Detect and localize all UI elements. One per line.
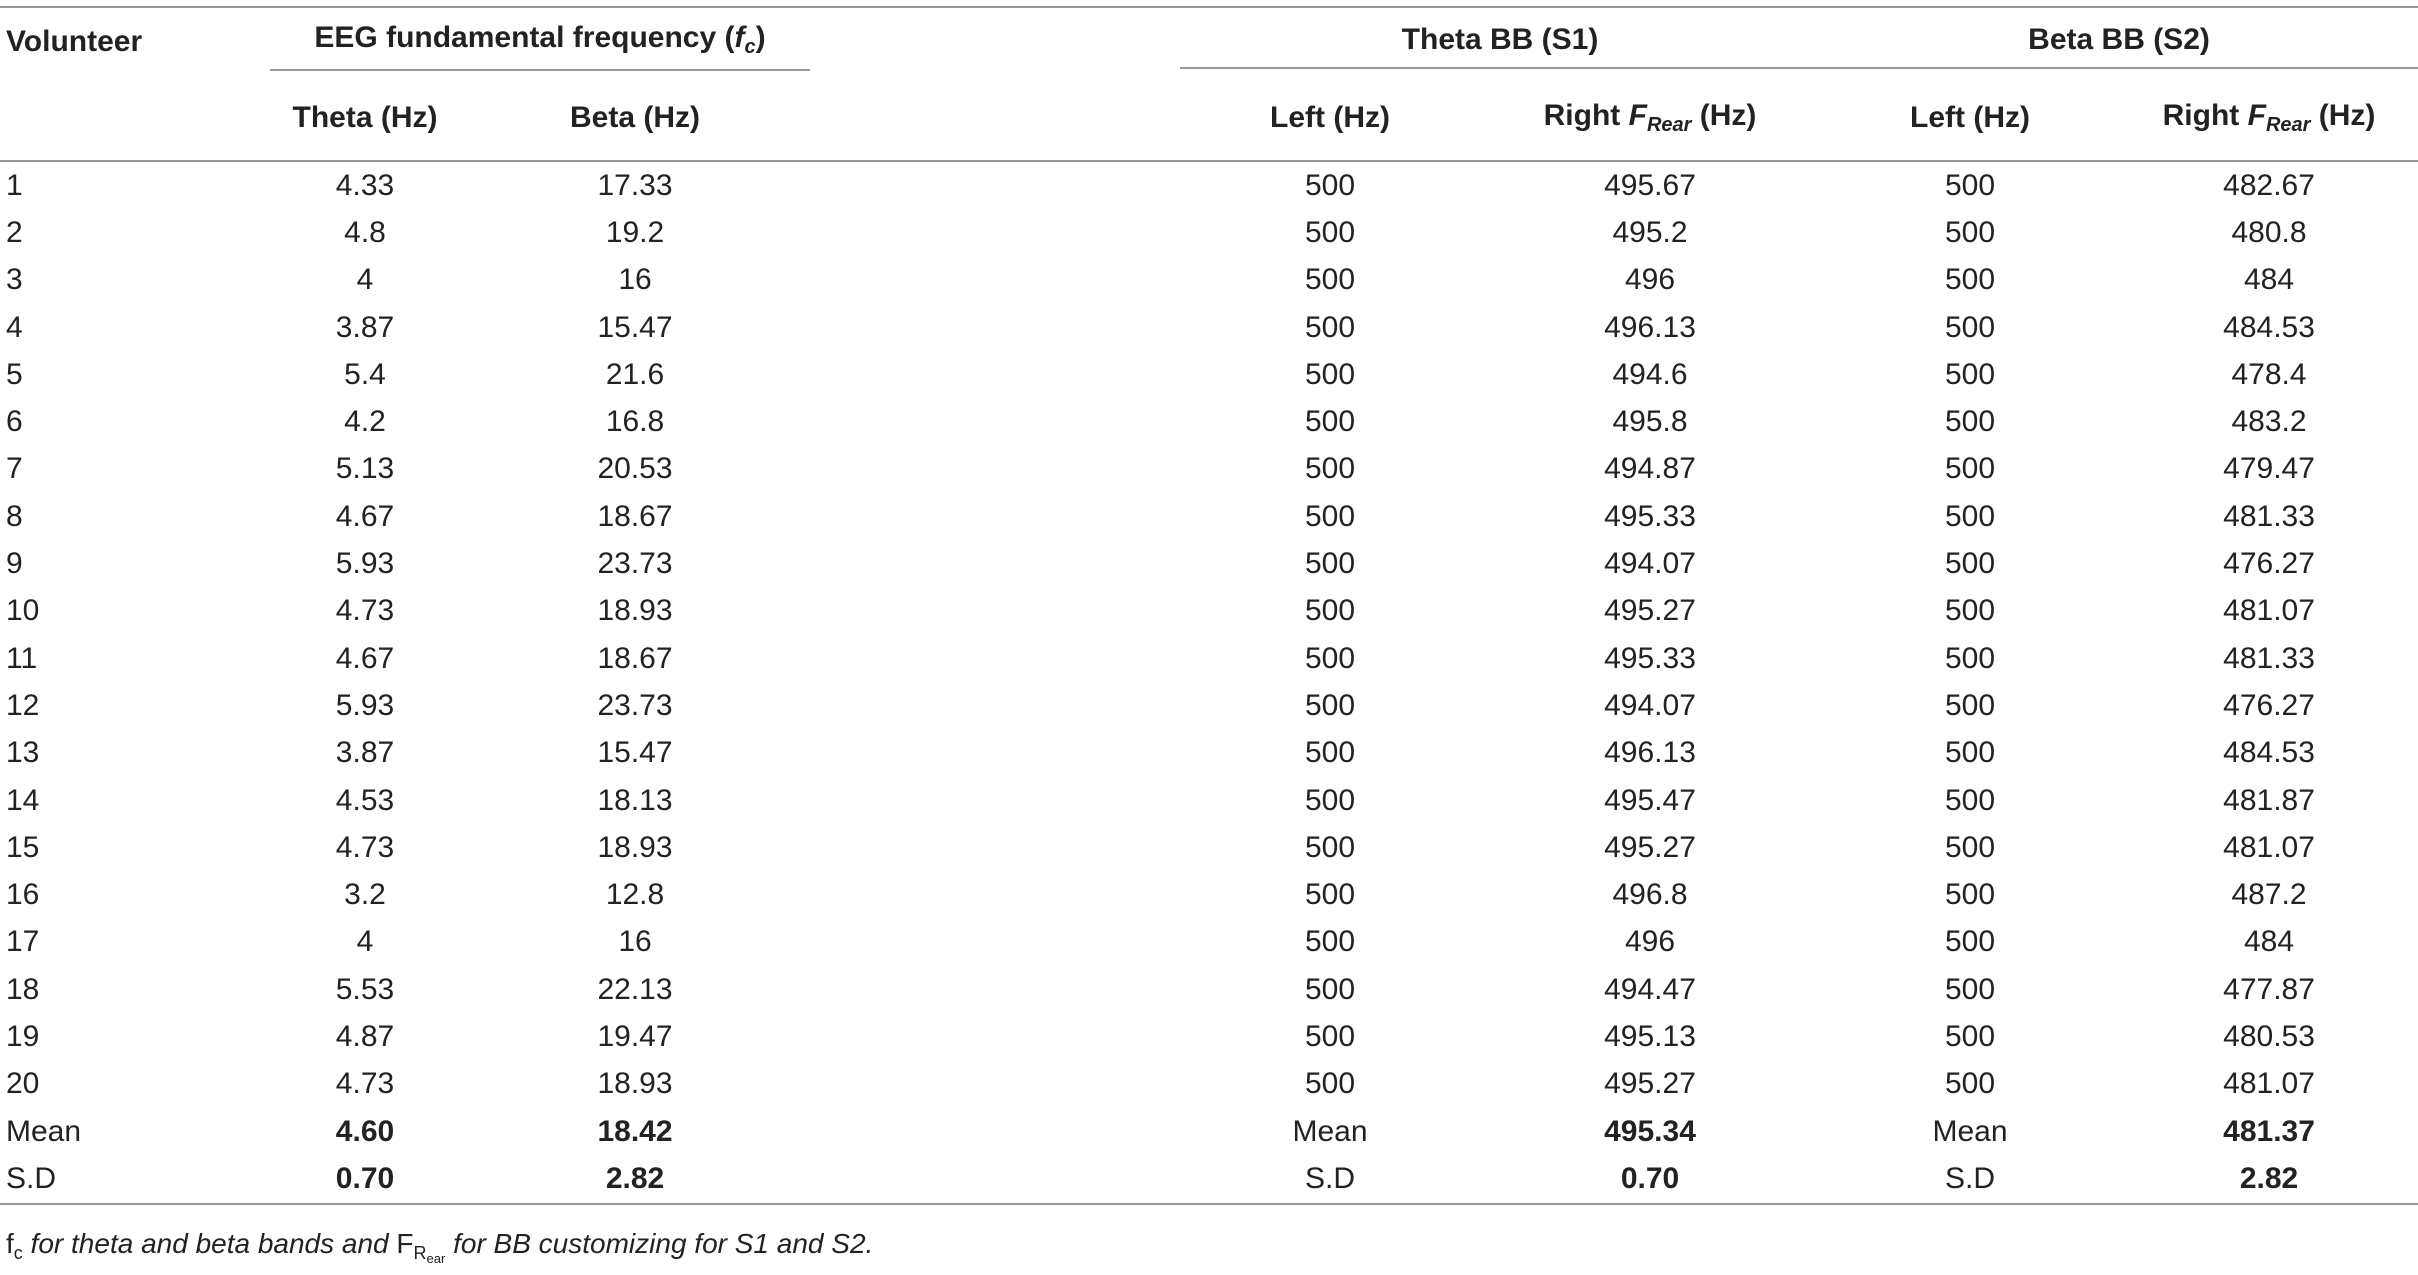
cell-right-s2: 479.47 bbox=[2223, 452, 2315, 486]
table-row bbox=[0, 161, 2418, 209]
cell-beta: 21.6 bbox=[605, 357, 665, 391]
cell-right-s2: 476.27 bbox=[2223, 688, 2315, 722]
group-divider-beta-bb bbox=[1820, 67, 2418, 69]
cell-left-s1: Mean bbox=[1292, 1114, 1368, 1148]
cell-theta: 3.87 bbox=[335, 736, 395, 770]
cell-volunteer: 12 bbox=[6, 688, 40, 722]
cell-left-s2: 500 bbox=[1944, 1019, 1996, 1053]
footnote-symbol-fc: f bbox=[6, 1228, 14, 1259]
cell-spacer bbox=[810, 351, 1180, 398]
cell-spacer bbox=[810, 257, 1180, 304]
cell-volunteer: 18 bbox=[6, 972, 40, 1006]
table-row bbox=[0, 398, 2418, 445]
cell-left-s1: 500 bbox=[1304, 357, 1356, 391]
cell-volunteer: 20 bbox=[6, 1067, 40, 1101]
cell-theta: 5.53 bbox=[335, 972, 395, 1006]
table-body bbox=[0, 161, 2418, 1204]
cell-theta: 4.73 bbox=[335, 830, 395, 864]
cell-right-s2: 482.67 bbox=[2223, 168, 2315, 202]
footnote-sub-r: R bbox=[413, 1243, 427, 1263]
cell-beta: 15.47 bbox=[597, 310, 673, 344]
cell-volunteer: 4 bbox=[6, 310, 23, 344]
cell-volunteer: 13 bbox=[6, 736, 40, 770]
table-row bbox=[0, 304, 2418, 351]
cell-spacer bbox=[810, 1108, 1180, 1155]
right-s1-symbol: F bbox=[1628, 99, 1647, 132]
eeg-symbol: f bbox=[734, 21, 745, 54]
table-row bbox=[0, 446, 2418, 493]
cell-right-s2: 480.53 bbox=[2223, 1019, 2315, 1053]
data-table-container bbox=[0, 6, 2376, 1205]
cell-right-s2: 481.33 bbox=[2223, 641, 2315, 675]
cell-left-s1: 500 bbox=[1304, 641, 1356, 675]
cell-left-s2: 500 bbox=[1944, 168, 1996, 202]
cell-left-s2: 500 bbox=[1944, 310, 1996, 344]
right-s2-prefix: Right bbox=[2162, 99, 2248, 132]
cell-left-s1: 500 bbox=[1304, 830, 1356, 864]
cell-left-s2: 500 bbox=[1944, 594, 1996, 628]
cell-theta: 4.2 bbox=[344, 405, 386, 439]
right-s2-symbol: F bbox=[2247, 99, 2266, 132]
table-row bbox=[0, 730, 2418, 777]
cell-beta: 18.93 bbox=[597, 1067, 673, 1101]
cell-right-s2: 481.33 bbox=[2223, 499, 2315, 533]
cell-beta: 19.47 bbox=[597, 1019, 673, 1053]
table-footnote bbox=[6, 1228, 873, 1266]
footnote-symbol-frear: F bbox=[396, 1228, 414, 1259]
summary-row bbox=[0, 1155, 2418, 1203]
cell-left-s2: 500 bbox=[1944, 972, 1996, 1006]
cell-right-s2: 484 bbox=[2243, 925, 2295, 959]
cell-volunteer: 1 bbox=[6, 168, 23, 202]
cell-volunteer: 2 bbox=[6, 215, 23, 249]
cell-beta: 16.8 bbox=[605, 405, 665, 439]
cell-theta: 4.73 bbox=[335, 594, 395, 628]
cell-spacer bbox=[810, 919, 1180, 966]
right-s1-prefix: Right bbox=[1543, 99, 1629, 132]
cell-theta: 3.87 bbox=[335, 310, 395, 344]
cell-volunteer: 17 bbox=[6, 925, 40, 959]
cell-left-s1: 500 bbox=[1304, 405, 1356, 439]
table-row bbox=[0, 777, 2418, 824]
table-row bbox=[0, 682, 2418, 729]
cell-right-s2: 484 bbox=[2243, 263, 2295, 297]
cell-right-s1: 496 bbox=[1624, 263, 1676, 297]
cell-beta: 19.2 bbox=[605, 215, 665, 249]
cell-volunteer: 9 bbox=[6, 547, 23, 581]
cell-left-s2: 500 bbox=[1944, 263, 1996, 297]
cell-left-s2: 500 bbox=[1944, 1067, 1996, 1101]
cell-right-s1: 496.13 bbox=[1604, 310, 1696, 344]
cell-left-s1: 500 bbox=[1304, 1019, 1356, 1053]
cell-left-s2: Mean bbox=[1932, 1114, 2008, 1148]
cell-beta: 23.73 bbox=[597, 547, 673, 581]
eeg-suffix: ) bbox=[755, 21, 766, 54]
table-row bbox=[0, 1013, 2418, 1060]
cell-left-s1: S.D bbox=[1180, 1155, 1480, 1203]
cell-theta: 5.13 bbox=[335, 452, 395, 486]
cell-right-s2: 478.4 bbox=[2231, 357, 2307, 391]
cell-right-s1: 494.07 bbox=[1604, 688, 1696, 722]
header-spacer-1 bbox=[810, 7, 1180, 76]
cell-theta: 0.70 bbox=[270, 1155, 460, 1203]
cell-volunteer: 19 bbox=[6, 1019, 40, 1053]
cell-left-s1: 500 bbox=[1304, 736, 1356, 770]
cell-theta: 4.67 bbox=[335, 499, 395, 533]
cell-spacer bbox=[810, 209, 1180, 256]
cell-spacer bbox=[810, 730, 1180, 777]
cell-left-s2: S.D bbox=[1820, 1155, 2120, 1203]
cell-right-s2: 487.2 bbox=[2231, 878, 2307, 912]
header-group-theta-bb-label: Theta BB (S1) bbox=[1401, 23, 1599, 56]
cell-beta: 20.53 bbox=[597, 452, 673, 486]
cell-spacer bbox=[810, 871, 1180, 918]
cell-volunteer: S.D bbox=[0, 1155, 270, 1203]
cell-right-s1: 495.8 bbox=[1612, 405, 1688, 439]
cell-theta: 4 bbox=[356, 263, 374, 297]
cell-theta: 4.33 bbox=[335, 168, 395, 202]
header-left-hz-s2: Left (Hz) bbox=[1820, 76, 2120, 161]
cell-left-s2: 500 bbox=[1944, 357, 1996, 391]
cell-right-s2: 481.87 bbox=[2223, 783, 2315, 817]
table-row bbox=[0, 540, 2418, 587]
cell-left-s1: 500 bbox=[1304, 783, 1356, 817]
footnote-text-1: for theta and beta bands and bbox=[22, 1228, 397, 1259]
cell-theta: 4.8 bbox=[344, 215, 386, 249]
cell-volunteer: 14 bbox=[6, 783, 40, 817]
header-row-columns bbox=[0, 76, 2418, 161]
cell-theta: 4.73 bbox=[335, 1067, 395, 1101]
cell-beta: 17.33 bbox=[597, 168, 673, 202]
cell-volunteer: Mean bbox=[6, 1114, 82, 1148]
cell-left-s2: 500 bbox=[1944, 405, 1996, 439]
cell-spacer bbox=[810, 635, 1180, 682]
cell-beta: 22.13 bbox=[597, 972, 673, 1006]
cell-right-s1: 495.27 bbox=[1604, 830, 1696, 864]
cell-left-s1: 500 bbox=[1304, 310, 1356, 344]
cell-spacer bbox=[810, 304, 1180, 351]
header-group-eeg bbox=[270, 7, 810, 76]
eeg-prefix: EEG fundamental frequency ( bbox=[314, 21, 735, 54]
cell-left-s2: 500 bbox=[1944, 736, 1996, 770]
cell-right-s2: 481.37 bbox=[2223, 1114, 2315, 1148]
header-group-eeg-label bbox=[270, 13, 810, 59]
header-left-hz-s1: Left (Hz) bbox=[1180, 76, 1480, 161]
header-right-rear-s1 bbox=[1480, 76, 1820, 161]
cell-left-s2: 500 bbox=[1944, 641, 1996, 675]
cell-left-s2: 500 bbox=[1944, 925, 1996, 959]
footnote-subsub-ear: ear bbox=[426, 1251, 446, 1266]
cell-spacer bbox=[810, 446, 1180, 493]
cell-left-s2: 500 bbox=[1944, 783, 1996, 817]
cell-right-s2: 477.87 bbox=[2223, 972, 2315, 1006]
cell-volunteer: 5 bbox=[6, 357, 23, 391]
cell-theta: 5.4 bbox=[344, 357, 386, 391]
cell-beta: 15.47 bbox=[597, 736, 673, 770]
eeg-sub: c bbox=[744, 36, 756, 58]
cell-left-s1: 500 bbox=[1304, 547, 1356, 581]
cell-right-s1: 495.33 bbox=[1604, 641, 1696, 675]
cell-theta: 4.67 bbox=[335, 641, 395, 675]
cell-beta: 12.8 bbox=[605, 878, 665, 912]
cell-left-s1: 500 bbox=[1304, 972, 1356, 1006]
header-theta-hz: Theta (Hz) bbox=[270, 76, 460, 161]
header-group-theta-bb bbox=[1180, 7, 1820, 76]
cell-right-s1: 496.13 bbox=[1604, 736, 1696, 770]
table-row bbox=[0, 588, 2418, 635]
summary-row bbox=[0, 1108, 2418, 1155]
header-row-groups bbox=[0, 7, 2418, 76]
cell-beta: 18.93 bbox=[597, 594, 673, 628]
cell-spacer bbox=[810, 966, 1180, 1013]
table-row bbox=[0, 1061, 2418, 1108]
cell-right-s2: 480.8 bbox=[2231, 215, 2307, 249]
cell-volunteer: 8 bbox=[6, 499, 23, 533]
right-s2-sub: Rear bbox=[2265, 114, 2311, 136]
frequency-table bbox=[0, 6, 2418, 1205]
cell-beta: 18.93 bbox=[597, 830, 673, 864]
cell-right-s1: 0.70 bbox=[1480, 1155, 1820, 1203]
cell-right-s1: 496.8 bbox=[1612, 878, 1688, 912]
table-row bbox=[0, 351, 2418, 398]
header-right-rear-s2 bbox=[2120, 76, 2418, 161]
cell-right-s1: 495.67 bbox=[1604, 168, 1696, 202]
cell-spacer bbox=[810, 398, 1180, 445]
cell-beta: 16 bbox=[618, 263, 652, 297]
cell-beta: 16 bbox=[618, 925, 652, 959]
header-spacer-2 bbox=[810, 76, 1180, 161]
cell-spacer bbox=[810, 682, 1180, 729]
header-empty bbox=[0, 76, 270, 161]
cell-spacer bbox=[810, 824, 1180, 871]
cell-left-s2: 500 bbox=[1944, 215, 1996, 249]
cell-left-s1: 500 bbox=[1304, 925, 1356, 959]
cell-left-s2: 500 bbox=[1944, 547, 1996, 581]
table-row bbox=[0, 257, 2418, 304]
cell-right-s1: 494.87 bbox=[1604, 452, 1696, 486]
cell-left-s1: 500 bbox=[1304, 263, 1356, 297]
cell-left-s1: 500 bbox=[1304, 1067, 1356, 1101]
cell-spacer bbox=[810, 588, 1180, 635]
cell-right-s2: 484.53 bbox=[2223, 736, 2315, 770]
cell-theta: 5.93 bbox=[335, 688, 395, 722]
cell-left-s1: 500 bbox=[1304, 215, 1356, 249]
cell-right-s2: 476.27 bbox=[2223, 547, 2315, 581]
cell-left-s1: 500 bbox=[1304, 594, 1356, 628]
cell-left-s2: 500 bbox=[1944, 688, 1996, 722]
cell-spacer bbox=[810, 777, 1180, 824]
header-group-beta-bb bbox=[1820, 7, 2418, 76]
cell-theta: 4.53 bbox=[335, 783, 395, 817]
cell-left-s1: 500 bbox=[1304, 499, 1356, 533]
footnote-text-2: for BB customizing for S1 and S2. bbox=[445, 1228, 874, 1259]
cell-right-s2: 481.07 bbox=[2223, 830, 2315, 864]
group-divider-eeg bbox=[270, 69, 810, 71]
table-row bbox=[0, 635, 2418, 682]
cell-right-s1: 494.6 bbox=[1612, 357, 1688, 391]
cell-right-s2: 484.53 bbox=[2223, 310, 2315, 344]
cell-right-s1: 495.33 bbox=[1604, 499, 1696, 533]
cell-volunteer: 15 bbox=[6, 830, 40, 864]
cell-beta: 18.67 bbox=[597, 641, 673, 675]
cell-left-s1: 500 bbox=[1304, 452, 1356, 486]
cell-beta: 2.82 bbox=[460, 1155, 810, 1203]
cell-right-s2: 2.82 bbox=[2120, 1155, 2418, 1203]
cell-volunteer: 11 bbox=[6, 641, 38, 675]
cell-volunteer: 6 bbox=[6, 405, 23, 439]
cell-theta: 3.2 bbox=[344, 878, 386, 912]
table-header bbox=[0, 7, 2418, 161]
cell-spacer bbox=[810, 1013, 1180, 1060]
footnote-sub-c: c bbox=[13, 1243, 23, 1263]
cell-right-s1: 495.27 bbox=[1604, 1067, 1696, 1101]
cell-volunteer: 3 bbox=[6, 263, 23, 297]
right-s1-suffix: (Hz) bbox=[1691, 99, 1757, 132]
cell-spacer bbox=[810, 540, 1180, 587]
cell-right-s1: 496 bbox=[1624, 925, 1676, 959]
cell-theta: 4 bbox=[356, 925, 374, 959]
cell-right-s1: 495.47 bbox=[1604, 783, 1696, 817]
cell-right-s2: 481.07 bbox=[2223, 594, 2315, 628]
cell-left-s2: 500 bbox=[1944, 878, 1996, 912]
table-row bbox=[0, 493, 2418, 540]
cell-right-s1: 494.07 bbox=[1604, 547, 1696, 581]
header-volunteer: Volunteer bbox=[0, 7, 270, 76]
cell-theta: 5.93 bbox=[335, 547, 395, 581]
table-row bbox=[0, 209, 2418, 256]
cell-right-s1: 495.13 bbox=[1604, 1019, 1696, 1053]
table-row bbox=[0, 966, 2418, 1013]
cell-beta: 18.13 bbox=[597, 783, 673, 817]
cell-right-s2: 481.07 bbox=[2223, 1067, 2315, 1101]
header-beta-hz: Beta (Hz) bbox=[460, 76, 810, 161]
cell-beta: 23.73 bbox=[597, 688, 673, 722]
cell-spacer bbox=[810, 161, 1180, 209]
right-s1-sub: Rear bbox=[1646, 114, 1692, 136]
cell-right-s1: 495.34 bbox=[1604, 1114, 1696, 1148]
cell-spacer bbox=[810, 1155, 1180, 1203]
cell-volunteer: 16 bbox=[6, 878, 40, 912]
cell-right-s2: 483.2 bbox=[2231, 405, 2307, 439]
cell-left-s1: 500 bbox=[1304, 688, 1356, 722]
table-row bbox=[0, 871, 2418, 918]
cell-left-s2: 500 bbox=[1944, 499, 1996, 533]
cell-volunteer: 10 bbox=[6, 594, 40, 628]
cell-spacer bbox=[810, 1061, 1180, 1108]
cell-right-s1: 495.27 bbox=[1604, 594, 1696, 628]
table-row bbox=[0, 919, 2418, 966]
table-row bbox=[0, 824, 2418, 871]
cell-right-s1: 494.47 bbox=[1604, 972, 1696, 1006]
cell-volunteer: 7 bbox=[6, 452, 23, 486]
cell-beta: 18.67 bbox=[597, 499, 673, 533]
group-divider-theta-bb bbox=[1180, 67, 1820, 69]
cell-spacer bbox=[810, 493, 1180, 540]
cell-left-s2: 500 bbox=[1944, 452, 1996, 486]
cell-right-s1: 495.2 bbox=[1612, 215, 1688, 249]
right-s2-suffix: (Hz) bbox=[2310, 99, 2376, 132]
cell-theta: 4.87 bbox=[335, 1019, 395, 1053]
cell-theta: 4.60 bbox=[335, 1114, 395, 1148]
cell-left-s1: 500 bbox=[1304, 878, 1356, 912]
header-group-beta-bb-label: Beta BB (S2) bbox=[2028, 23, 2210, 56]
cell-left-s2: 500 bbox=[1944, 830, 1996, 864]
cell-beta: 18.42 bbox=[597, 1114, 673, 1148]
cell-left-s1: 500 bbox=[1304, 168, 1356, 202]
